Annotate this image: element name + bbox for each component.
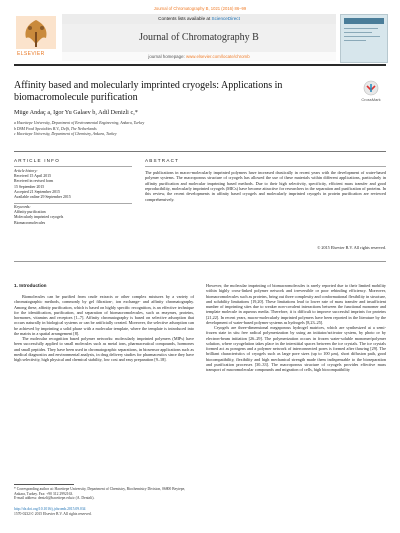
author-list: Müge Andaç a, Igor Yu Galaev b, Adil Denizli c,* (14, 109, 138, 116)
paragraph: The molecular recognition based polymer networks: molecularly imprinted polymers (MIPs) have been successfully applied to small molecules such as metal ions, pharmaceutical compounds, hormones and small peptides. They have been used in chromatographic separations, in biosensor applications such as medical diagnostics and environmental analysis, in drug delivery studies for pharmaceutics since they have high selectivity, high physical and chemical stability, low cost and easy preparation [9–18]. (14, 336, 194, 362)
keyword: Molecularly imprinted cryogels (14, 215, 64, 220)
affiliation-c: c Hacettepe University, Department of Chemistry, Ankara, Turkey (14, 132, 117, 136)
contents-prefix: Contents lists available at (158, 16, 212, 21)
journal-citation: Journal of Chromatography B, 1021 (2016) 86–99 (153, 6, 247, 11)
affiliation-b: b DSM Food Specialties B.V., Delft, The Netherlands (14, 126, 97, 131)
corresponding-author-note (14, 487, 194, 501)
history-line: Accepted 21 September 2015 (14, 189, 60, 194)
intro-right-column (206, 283, 386, 372)
article-title: Affinity based and molecularly imprinted cryogels: Applications in biomacromolecule purification (14, 80, 283, 103)
journal-cover-image (340, 14, 388, 63)
header-rule (14, 64, 386, 66)
issn-line: 1570-0232/© 2015 Elsevier B.V. All rights reserved. (14, 511, 92, 516)
copyright-notice: © 2015 Elsevier B.V. All rights reserved. (317, 245, 386, 250)
history-line: Received in revised form (14, 179, 54, 184)
abstract-rule (145, 166, 386, 167)
section-rule (14, 151, 386, 152)
homepage-bar (62, 52, 336, 61)
intro-left-column (14, 294, 194, 362)
section-heading-introduction: 1. Introduction (14, 283, 47, 288)
keywords-rule (14, 203, 132, 204)
article-history (14, 169, 114, 200)
email-address: E-mail address: denizli@hacettepe.edu.tr (A. Denizli). (14, 496, 95, 501)
contents-bar (62, 14, 336, 24)
keywords (14, 205, 114, 226)
corresponding-author: * Corresponding author at: Hacettepe University, Department of Chemistry, Biochemistry Division, 06800 Beytepe, Ankara, Turkey. Fax: +90 312 2992163. (14, 487, 186, 496)
footnote-rule (14, 484, 74, 485)
history-line: Available online 29 September 2015 (14, 195, 71, 200)
doi-link[interactable]: http://dx.doi.org/10.1016/j.jchromb.2015.09.034 (14, 507, 86, 511)
keyword: Biomacromolecules (14, 220, 46, 225)
history-line: Received 15 April 2015 (14, 174, 52, 179)
crossmark-label: CrossMark (361, 97, 381, 102)
keyword: Affinity purification (14, 210, 46, 215)
affiliation-a: a Hacettepe University, Department of Environmental Engineering, Ankara, Turkey (14, 121, 145, 125)
keywords-label: Keywords: (14, 205, 31, 209)
history-label: Article history: (14, 169, 38, 173)
publisher-name: ELSEVIER (17, 51, 45, 57)
homepage-link[interactable]: www.elsevier.com/locate/chromb (185, 54, 250, 59)
abstract-text: The publications in macro-molecularly imprinted polymers have increased drastically in recent years with the development of water-based polymer systems. The macroporous structure of cryogels has allowed the use of these materials within different applications, particularly in affinity purification and molecular imprinting based methods. Due to their high selectivity, specificity, efficient mass transfer and good reproducibility, molecularly imprinted cryogels (MICs) have become attractive for researchers in the separation and purification of proteins. In this review, the recent developments in affinity based cryogels and molecularly imprinted cryogels in protein purification are reviewed comprehensively. (145, 170, 386, 202)
homepage-prefix: journal homepage: (148, 54, 186, 59)
abstract-heading: ABSTRACT (145, 158, 180, 163)
journal-banner (14, 14, 386, 61)
paragraph: Biomolecules can be purified from crude extracts or other complex mixtures by a variety of chromatographic methods, commonly by gel filtration-, ion exchange- and affinity chromatography. Among these, affinity purification, which is based on highly specific recognition, is an effective technique for the identification, purification, and separation of biomacromolecules, such as enzymes, proteins, hormones, vitamins and receptors [1–7]. Affinity chromatography is based on selective adsorption that occurs naturally in biological systems or can be artificially created. Moreover, the selective adsorption can be achieved by imprinting a solid phase with a molecular template, where the template is introduced into the matrix in a spatial arrangement [8]. (14, 294, 194, 336)
sciencedirect-link[interactable]: ScienceDirect (211, 16, 240, 21)
history-line: 15 September 2015 (14, 184, 45, 189)
crossmark-icon[interactable] (356, 80, 386, 104)
paragraph: However, the molecular imprinting of biomacromolecules is rarely reported due to their limited mobility within highly cross-linked polymer network and irreversible or poor rebinding efficiency. Moreover, biomacromolecules such as proteins, bring out three complexity and conformational flexibility in structure, and solubility limitations [19,20]. These limitations lead to lower rate of mass transfer and insufficient number of imprinting sites due to weaker non-covalent interactions between the functional monomer and template molecule in aqueous media. Therefore, it is difficult to improve successful imprints for proteins [21,22]. In recent years, macro-molecularly imprinted polymers have been reported in the literature by the development of water-based polymer systems as hydrogels [8,23–25]. (206, 283, 386, 325)
paragraph: Cryogels are three-dimensional megaporous hydrogel matrices, which are synthesized at a semi-frozen state in situ free radical polymerization by using an initiator/activator system, by photo or by electron-beam initiation [26–29]. The polymerization occurs in frozen water-soluble monomer/polymer solution, where cryogelation takes place in the interstitial spaces between the ice crystals. The ice crystals formed act as porogens and a polymer network of interconnected pores is formed after thawing [29]. The brilliant characteristics of cryogels such as large pore sizes (up to 100 μm), short diffusion path, good biocompatibility, flexibility and high mechanical strength made them indispensable to the bioseparation and purification processes [30–33]. The macroporous structure of cryogels provides effective mass transport of macromolecular compounds and migration of cells, high biocompatibility (206, 325, 386, 372)
article-identifiers (14, 507, 194, 516)
article-info-rule (14, 166, 132, 167)
journal-title-box (62, 24, 336, 52)
elsevier-logo (14, 14, 58, 61)
journal-name: Journal of Chromatography B (139, 32, 259, 43)
body-rule (14, 261, 386, 262)
article-info-heading: ARTICLE INFO (14, 158, 60, 163)
